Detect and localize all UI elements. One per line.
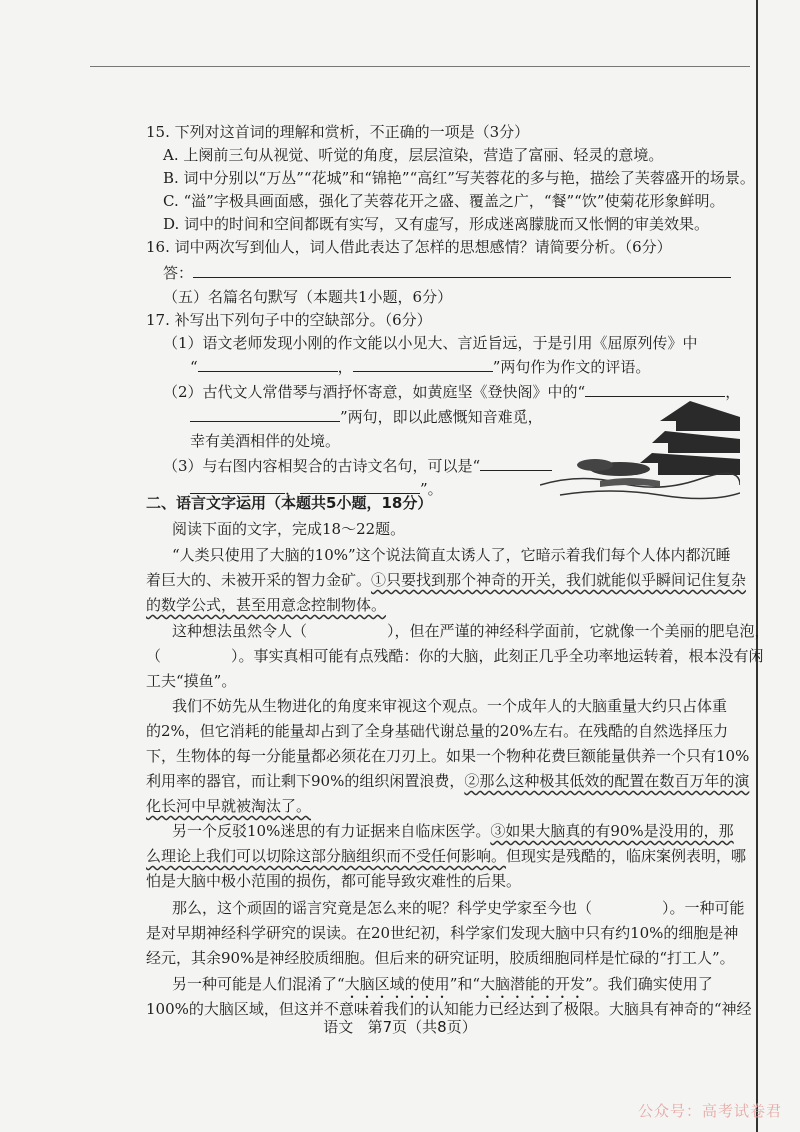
- q17-sub2-line3: 幸有美酒相伴的处境。: [190, 432, 341, 450]
- q17-sub3-line2: ， ”。: [190, 478, 443, 499]
- passage-p4-line2: 么理论上我们可以切除这部分脑组织而不受任何影响。但现实是残酷的，临床案例表明，哪: [146, 847, 747, 865]
- underlined-sentence-1: ①只要找到那个神奇的开关，我们就能似乎瞬间记住复杂: [371, 571, 747, 589]
- part2-title: 二、语言文字运用（本题共5小题，18分）: [146, 494, 433, 512]
- q16-stem: 16. 词中两次写到仙人，词人借此表达了怎样的思想感情？请简要分析。（6分）: [146, 238, 672, 256]
- underlined-sentence-3-cont: 么理论上我们可以切除这部分脑组织而不受任何影响。: [146, 847, 507, 865]
- pavilion-landscape-illustration: [540, 395, 740, 505]
- q17-sub3-line1: （3）与右图内容相契合的古诗文名句，可以是“: [163, 455, 552, 476]
- q16-answer-line: [163, 262, 731, 283]
- section5-title: （五）名篇名句默写（本题共1小题，6分）: [163, 288, 453, 306]
- q17-sub3-blank1-cont[interactable]: [190, 478, 285, 494]
- underlined-sentence-1-cont: 的数学公式，甚至用意念控制物体。: [146, 596, 387, 614]
- passage-p3-line5: [146, 796, 311, 816]
- underlined-sentence-2-cont: 化长河中早就被淘汰了。: [146, 797, 312, 815]
- q15-option-c: C. “溢”字极具画面感，强化了芙蓉花开之盛、覆盖之广，“餐”“饮”使菊花形象鲜明。: [163, 192, 725, 210]
- passage-p1-line2: 着巨大的、未被开采的智力金矿。①只要找到那个神奇的开关，我们就能似乎瞬间记住复杂: [146, 571, 747, 589]
- passage-p3-line2: 的2%，但它消耗的能量却占到了全身基础代谢总量的20%左右。在残酷的自然选择压力: [146, 722, 729, 740]
- q16-answer-blank[interactable]: [193, 262, 731, 278]
- q17-stem: 17. 补写出下列句子中的空缺部分。（6分）: [146, 311, 432, 329]
- page-edge-rule: [756, 0, 758, 1132]
- q17-sub2-line1: （2）古代文人常借琴与酒抒怀寄意，如黄庭坚《登快阁》中的“ ，: [163, 383, 741, 401]
- q15-option-b: B. 词中分别以“万丛”“花城”和“锦艳”“高红”写芙蓉花的多与艳，描绘了芙蓉盛开的场景。: [163, 169, 755, 187]
- footer-page-number: 第7页（共8页）: [367, 1018, 477, 1036]
- footer-subject: 语文: [323, 1018, 354, 1036]
- passage-p2-line2: （ ）。事实真相可能有点残酷：你的大脑，此刻正几乎全功率地运转着，根本没有闲: [146, 647, 764, 665]
- q17-sub1-blank2[interactable]: [353, 356, 493, 372]
- passage-p1-line1: “人类只使用了大脑的10%”这个说法简直太诱人了，它暗示着我们每个人体内都沉睡: [172, 546, 731, 564]
- passage-p3-line1: 我们不妨先从生物进化的角度来审视这个观点。一个成年人的大脑重量大约只占体重: [172, 697, 728, 715]
- underlined-sentence-2: ②那么这种极其低效的配置在数百万年的演: [464, 772, 750, 790]
- q16-answer-label: 答：: [163, 264, 194, 282]
- q17-sub2-line2: ”两句，即以此感慨知音难觅，: [190, 406, 543, 427]
- q17-sub1-blank1[interactable]: [198, 356, 338, 372]
- q15-stem: 15. 下列对这首词的理解和赏析，不正确的一项是（3分）: [146, 123, 530, 141]
- emphasized-phrase-2: 大脑潜能的开发: [480, 975, 586, 993]
- q17-sub3-blank2[interactable]: [300, 478, 420, 494]
- q17-sub1-line2: “ ， ”两句作为作文的评语。: [190, 358, 651, 376]
- underlined-sentence-3: ③如果大脑真的有90%是没用的，那: [490, 822, 734, 840]
- passage-p2-line3: 工夫“摸鱼”。: [146, 672, 237, 690]
- passage-p4-line3: 怕是大脑中极小范围的损伤，都可能导致灾难性的后果。: [146, 872, 522, 890]
- passage-p6-line2: 100%的大脑区域，但这并不意味着我们的认知能力已经达到了极限。大脑具有神奇的“神经: [146, 1000, 752, 1018]
- passage-p3-line4: 利用率的器官，而让剩下90%的组织闲置浪费，②那么这种极其低效的配置在数百万年的演: [146, 772, 750, 790]
- q17-sub2-blank2[interactable]: [190, 406, 340, 422]
- q15-option-d: D. 词中的时间和空间都既有实写，又有虚写，形成迷离朦胧而又怅惘的审美效果。: [163, 215, 710, 233]
- watermark-text: 公众号：高考试卷君: [637, 1102, 782, 1120]
- passage-p5-line2: 是对早期神经科学研究的误读。在20世纪初，科学家们发现大脑中只有约10%的细胞是神: [146, 924, 739, 942]
- passage-p2-line1: 这种想法虽然令人（ ），但在严谨的神经科学面前，它就像一个美丽的肥皂泡，: [172, 622, 770, 640]
- q17-sub1-line1: （1）语文老师发现小刚的作文能以小见大、言近旨远，于是引用《屈原列传》中: [163, 334, 698, 352]
- passage-p5-line3: 经元，其余90%是神经胶质细胞。但后来的研究证明，胶质细胞同样是忙碌的“打工人”。: [146, 949, 735, 967]
- passage-p6-line1: 另一种可能是人们混淆了“大脑区域的使用”和“大脑潜能的开发”。我们确实使用了: [172, 975, 713, 993]
- q15-option-a: A. 上阕前三句从视觉、听觉的角度，层层渲染，营造了富丽、轻灵的意境。: [163, 146, 664, 164]
- page-footer: [0, 1016, 800, 1037]
- passage-p4-line1: 另一个反驳10%迷思的有力证据来自临床医学。③如果大脑真的有90%是没用的，那: [172, 822, 734, 840]
- passage-p5-line1: 那么，这个顽固的谣言究竟是怎么来的呢？科学史学家至今也（ ）。一种可能: [172, 899, 745, 917]
- part2-intro: 阅读下面的文字，完成18～22题。: [172, 520, 406, 538]
- passage-p1-line3: [146, 595, 386, 615]
- emphasized-phrase-1: 大脑区域的使用: [344, 975, 450, 993]
- header-rule: [90, 66, 750, 67]
- passage-p3-line3: 下，生物体的每一分能量都必须花在刀刃上。如果一个物种花费巨额能量供养一个只有10%: [146, 747, 750, 765]
